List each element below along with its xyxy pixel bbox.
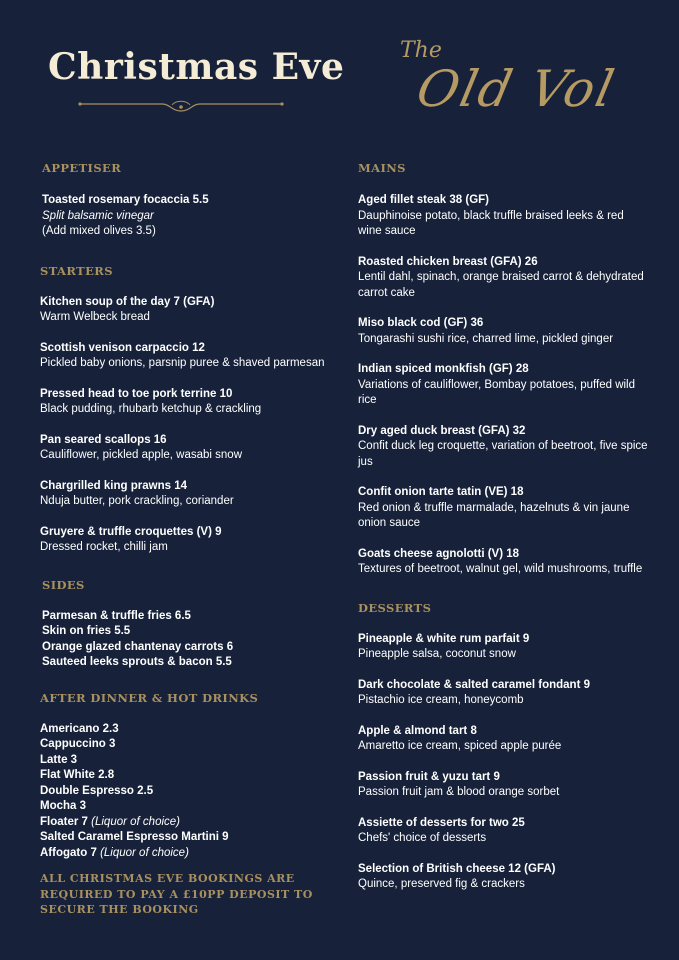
item-desc: Red onion & truffle marmalade, hazelnuts & vin jaune onion sauce <box>358 501 630 529</box>
menu-item <box>40 433 330 464</box>
item-desc: Nduja butter, pork crackling, coriander <box>40 495 234 507</box>
item-name: Aged fillet steak 38 (GF) <box>358 194 490 206</box>
item-desc: Lentil dahl, spinach, orange braised carrot & dehydrated carrot cake <box>358 271 644 299</box>
item-name: Selection of British cheese 12 (GFA) <box>358 862 556 875</box>
menu-item <box>40 295 330 326</box>
desserts-heading: DESSERTS <box>358 600 432 615</box>
menu-item <box>358 255 648 302</box>
menu-item <box>358 862 648 893</box>
item-desc: Tongarashi sushi rice, charred lime, pickled ginger <box>358 332 614 345</box>
menu-item <box>358 316 648 347</box>
menu-item <box>358 362 648 409</box>
sides-list <box>42 609 330 671</box>
right-column <box>358 160 648 893</box>
item-desc: Dressed rocket, chilli jam <box>40 541 168 553</box>
menu-item <box>40 387 330 418</box>
drink-item <box>40 830 330 846</box>
item-desc: Dauphinoise potato, black truffle braised leeks & red wine sauce <box>358 209 624 237</box>
item-name: Goats cheese agnolotti (V) 18 <box>358 547 520 560</box>
menu-item <box>358 424 648 471</box>
appetiser-name: Toasted rosemary focaccia 5.5 <box>42 194 209 206</box>
drink-name: Americano 2.3 <box>40 722 119 735</box>
item-desc: Quince, preserved fig & crackers <box>358 878 525 890</box>
desserts-list <box>358 632 648 893</box>
menu-item <box>358 632 648 663</box>
deposit-notice: ALL CHRISTMAS EVE BOOKINGS ARE REQUIRED TO PAY A £10PP DEPOSIT TO SECURE THE BOOKING <box>40 872 313 916</box>
item-name: Gruyere & truffle croquettes (V) 9 <box>40 525 222 538</box>
mains-heading: MAINS <box>358 161 406 175</box>
logo-the: The <box>400 38 442 63</box>
side-item: Skin on fries 5.5 <box>42 625 131 637</box>
logo-name: Old Vol <box>411 60 621 118</box>
item-desc: Cauliflower, pickled apple, wasabi snow <box>40 449 242 461</box>
drink-name: Cappuccino 3 <box>40 738 116 750</box>
item-name: Dark chocolate & salted caramel fondant 9 <box>358 678 590 691</box>
drink-item <box>40 784 330 800</box>
menu-item <box>40 525 330 556</box>
item-name: Assiette of desserts for two 25 <box>358 816 525 829</box>
appetiser-desc: Split balsamic vinegar <box>42 209 154 222</box>
menu-item <box>358 193 648 240</box>
appetiser-item <box>42 193 330 240</box>
item-name: Confit onion tarte tatin (VE) 18 <box>358 486 524 498</box>
drink-name: Flat White 2.8 <box>40 769 115 781</box>
item-desc: Warm Welbeck bread <box>40 311 150 323</box>
old-vol-logo <box>394 36 621 136</box>
item-desc: Amaretto ice cream, spiced apple purée <box>358 740 562 752</box>
item-name: Apple & almond tart 8 <box>358 724 477 737</box>
drink-name: Floater 7 <box>40 815 88 828</box>
drink-name: Affogato 7 <box>40 846 97 859</box>
starters-list <box>40 295 330 556</box>
item-desc: Pineapple salsa, coconut snow <box>358 648 516 660</box>
item-desc: Textures of beetroot, walnut gel, wild mushrooms, truffle <box>358 563 643 575</box>
side-item: Orange glazed chantenay carrots 6 <box>42 640 234 653</box>
item-name: Scottish venison carpaccio 12 <box>40 341 205 354</box>
mains-list <box>358 193 648 578</box>
drink-name: Latte 3 <box>40 753 78 766</box>
drink-name: Salted Caramel Espresso Martini 9 <box>40 831 229 843</box>
item-desc: Pickled baby onions, parsnip puree & shaved parmesan <box>40 357 325 369</box>
left-column <box>40 160 330 918</box>
menu-item <box>358 816 648 847</box>
drink-name: Double Espresso 2.5 <box>40 784 154 797</box>
item-name: Miso black cod (GF) 36 <box>358 317 484 329</box>
item-name: Pan seared scallops 16 <box>40 433 167 446</box>
drink-name: Mocha 3 <box>40 800 87 812</box>
menu-item <box>358 770 648 801</box>
drink-note: (Liquor of choice) <box>100 846 189 859</box>
menu-item <box>358 547 648 578</box>
drink-item <box>40 722 330 738</box>
drink-item <box>40 753 330 769</box>
drink-item <box>40 799 330 815</box>
item-name: Passion fruit & yuzu tart 9 <box>358 770 500 783</box>
item-name: Indian spiced monkfish (GF) 28 <box>358 363 529 375</box>
title-flourish <box>78 96 284 116</box>
item-desc: Chefs' choice of desserts <box>358 832 487 844</box>
drinks-heading: AFTER DINNER & HOT DRINKS <box>40 690 259 705</box>
item-name: Chargrilled king prawns 14 <box>40 479 187 492</box>
drink-item <box>40 846 330 862</box>
item-name: Dry aged duck breast (GFA) 32 <box>358 424 526 437</box>
drink-item <box>40 737 330 753</box>
drinks-list <box>40 722 330 862</box>
item-desc: Confit duck leg croquette, variation of beetroot, five spice jus <box>358 440 648 468</box>
item-name: Kitchen soup of the day 7 (GFA) <box>40 295 215 308</box>
drink-item <box>40 768 330 784</box>
sides-heading: SIDES <box>42 577 85 592</box>
side-item: Sauteed leeks sprouts & bacon 5.5 <box>42 656 232 668</box>
appetiser-extra: (Add mixed olives 3.5) <box>42 225 156 237</box>
menu-item <box>40 479 330 510</box>
item-name: Roasted chicken breast (GFA) 26 <box>358 255 538 268</box>
item-desc: Black pudding, rhubarb ketchup & crackling <box>40 403 262 415</box>
item-name: Pineapple & white rum parfait 9 <box>358 632 530 645</box>
drink-note: (Liquor of choice) <box>91 815 180 828</box>
starters-heading: STARTERS <box>40 263 113 278</box>
menu-item <box>358 485 648 532</box>
item-desc: Variations of cauliflower, Bombay potatoes, puffed wild rice <box>358 378 636 406</box>
menu-item <box>358 724 648 755</box>
appetiser-heading: APPETISER <box>42 161 122 175</box>
item-desc: Passion fruit jam & blood orange sorbet <box>358 786 560 798</box>
item-name: Pressed head to toe pork terrine 10 <box>40 387 233 400</box>
drink-item <box>40 815 330 831</box>
menu-title: Christmas Eve <box>48 46 345 88</box>
menu-item <box>40 341 330 372</box>
item-desc: Pistachio ice cream, honeycomb <box>358 694 524 706</box>
menu-item <box>358 678 648 709</box>
side-item: Parmesan & truffle fries 6.5 <box>42 609 191 622</box>
